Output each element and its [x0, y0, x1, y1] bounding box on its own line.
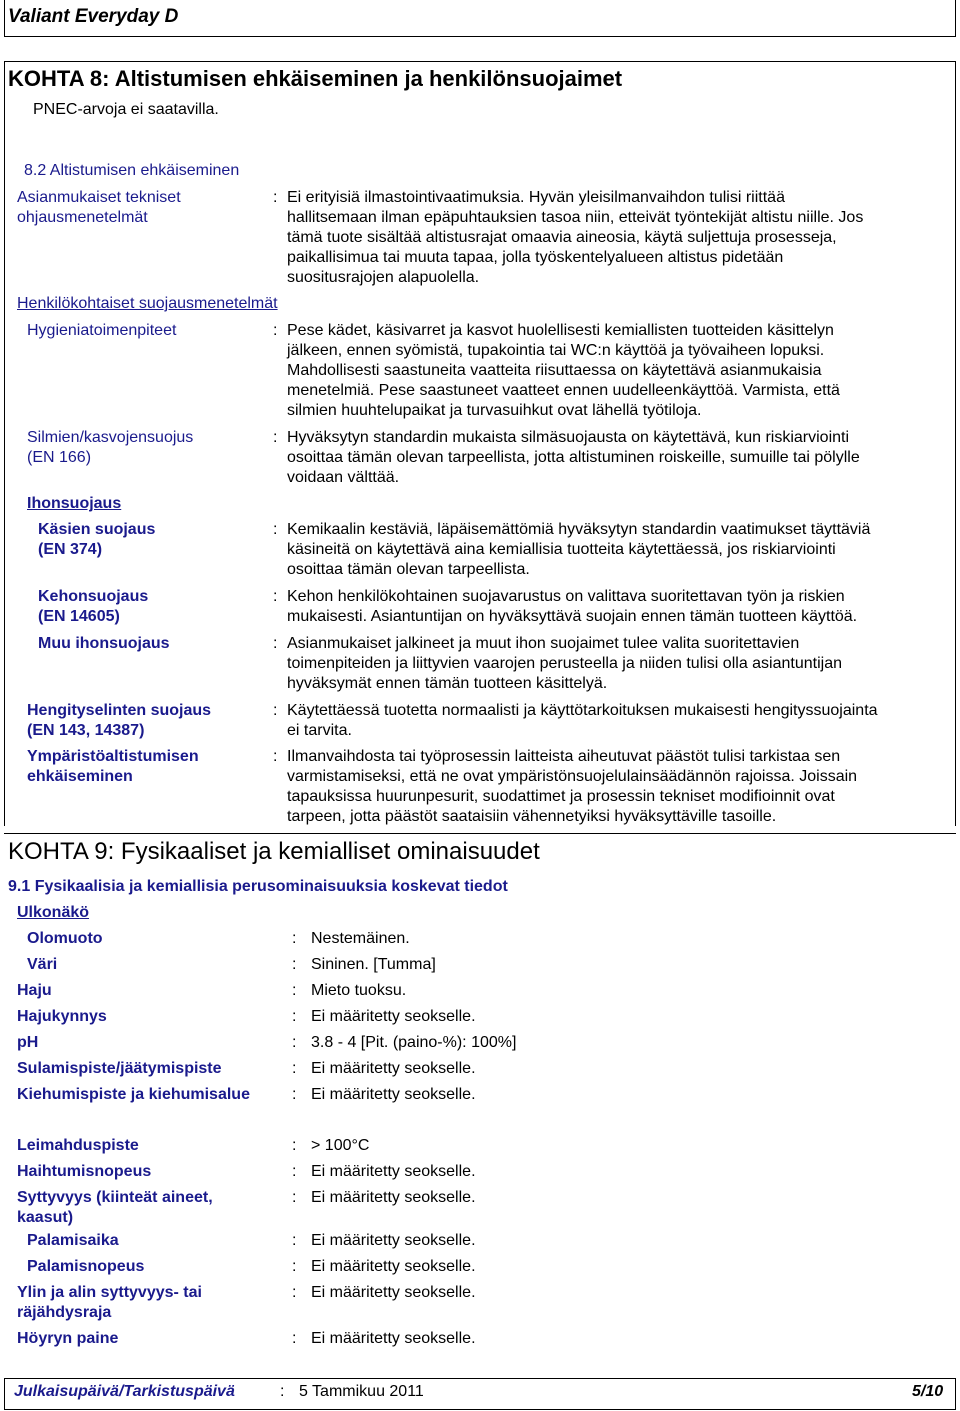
separator: : [292, 1034, 297, 1051]
property-value: 3.8 - 4 [Pit. (paino-%): 100%] [311, 1034, 517, 1051]
property-label: Palamisaika [27, 1232, 119, 1249]
separator: : [273, 588, 278, 605]
section-9-heading: KOHTA 9: Fysikaaliset ja kemialliset ominaisuudet [8, 838, 540, 865]
section-8-2-heading: 8.2 Altistumisen ehkäiseminen [24, 162, 240, 179]
property-label: Haju [17, 982, 52, 999]
property-label: Väri [27, 956, 58, 973]
property-value: Ei määritetty seokselle. [311, 1189, 476, 1206]
property-label: Palamisnopeus [27, 1258, 145, 1275]
hand-protection-value: Kemikaalin kestäviä, läpäisemättömiä hyväksytyn standardin vaatimukset täyttäviä käsineitä on käytettävä aina kemiallisia tuotteita käytettäessä, jos riskiarviointi osoittaa tämän olevan tarpeellista. [287, 521, 871, 578]
separator: : [280, 1383, 285, 1400]
other-skin-protection-value: Asianmukaiset jalkineet ja muut ihon suojaimet tulee valita suoritettavien toimenpiteiden ja liittyvien vaarojen perusteella ja niiden tulisi olla asiantuntijan hyväksymät ennen tämän tuotteen käsittelyä. [287, 635, 842, 692]
property-value: Ei määritetty seokselle. [311, 1086, 476, 1103]
property-value: Mieto tuoksu. [311, 982, 407, 999]
property-label: Hajukynnys [17, 1008, 107, 1025]
separator: : [273, 635, 278, 652]
skin-protection-heading: Ihonsuojaus [27, 495, 122, 512]
separator: : [292, 1330, 297, 1347]
property-label: Ylin ja alin syttyvyys- tai räjähdysraja [17, 1284, 202, 1321]
product-name: Valiant Everyday D [8, 6, 179, 27]
separator: : [292, 982, 297, 999]
separator: : [292, 1060, 297, 1077]
separator: : [292, 1232, 297, 1249]
footer-date-value: 5 Tammikuu 2011 [299, 1383, 424, 1400]
property-value: Ei määritetty seokselle. [311, 1330, 476, 1347]
separator: : [292, 1189, 297, 1206]
section-9-top-rule [4, 833, 956, 834]
hygiene-label: Hygieniatoimenpiteet [27, 322, 177, 339]
section-8-heading: KOHTA 8: Altistumisen ehkäiseminen ja henkilönsuojaimet [8, 66, 623, 91]
pnec-note: PNEC-arvoja ei saatavilla. [33, 101, 219, 118]
footer-date-label: Julkaisupäivä/Tarkistuspäivä [14, 1383, 235, 1400]
separator: : [292, 956, 297, 973]
personal-protection-heading: Henkilökohtaiset suojausmenetelmät [17, 295, 278, 312]
eye-protection-value: Hyväksytyn standardin mukaista silmäsuojausta on käytettävä, kun riskiarviointi osoittaa tämän olevan tarpeellista, jotta altistuminen roiskeille, sumuille tai pölylle voidaan välttää. [287, 429, 860, 486]
hand-protection-label: Käsien suojaus (EN 374) [38, 521, 156, 558]
property-label: Höyryn paine [17, 1330, 119, 1347]
separator: : [273, 521, 278, 538]
separator: : [292, 1284, 297, 1301]
appearance-heading: Ulkonäkö [17, 904, 90, 921]
property-label: pH [17, 1034, 39, 1051]
property-label: Kiehumispiste ja kiehumisalue [17, 1086, 250, 1103]
other-skin-protection-label: Muu ihonsuojaus [38, 635, 170, 652]
body-protection-label: Kehonsuojaus (EN 14605) [38, 588, 149, 625]
property-label: Leimahduspiste [17, 1137, 139, 1154]
engineering-label: Asianmukaiset tekniset ohjausmenetelmät [17, 189, 181, 226]
property-value: Ei määritetty seokselle. [311, 1258, 476, 1275]
separator: : [273, 702, 278, 719]
property-value: Nestemäinen. [311, 930, 410, 947]
property-value: Ei määritetty seokselle. [311, 1284, 476, 1301]
property-value: Ei määritetty seokselle. [311, 1232, 476, 1249]
property-label: Haihtumisnopeus [17, 1163, 152, 1180]
separator: : [273, 189, 278, 206]
separator: : [292, 1258, 297, 1275]
environmental-exposure-value: Ilmanvaihdosta tai työprosessin laitteista aiheutuvat päästöt tulisi tarkistaa sen varmistamiseksi, että ne ovat ympäristönsuojelulainsäädännön rajoissa. Joissain tapauksissa huurunpesurit, suodattimet ja prosessin tekniset modifioinnit ovat tarpeen, jotta päästöt saataisiin vähennetyiksi hyväksyttäville tasoille. [287, 748, 858, 825]
property-value: Ei määritetty seokselle. [311, 1060, 476, 1077]
hygiene-value: Pese kädet, käsivarret ja kasvot huolellisesti kemiallisten tuotteiden käsittelyn jälkeen, ennen syömistä, tupakointia tai WC:n käyttöä ja työvaiheen lopuksi. Mahdollisesti saastuneita vaatteita riisuttaessa on käytettävä asianmukaisia menetelmiä. Pese saastuneet vaatteet ennen uudelleenkäyttöä. Varmista, että silmien huuhtelupaikat ja turvasuihkut ovat lähellä työtiloja. [287, 322, 840, 419]
property-label: Olomuoto [27, 930, 103, 947]
engineering-value: Ei erityisiä ilmastointivaatimuksia. Hyvän yleisilmanvaihdon tulisi riittää hallitsemaan ilman epäpuhtauksien tasoa niin, etteivät työntekijät altistu niille. Jos tämä tuote sisältää altistusrajat omaavia aineosia, käytä suljettuja prosesseja, paikallisimua tai muuta tapaa, jolla työskentelyalueen altistus pidetään suositusrajojen alapuolella. [287, 189, 864, 286]
body-protection-value: Kehon henkilökohtainen suojavarustus on valittava suoritettavan työn ja riskien mukaisesti. Asiantuntijan on hyväksyttävä suojain ennen tämän tuotteen käyttöä. [287, 588, 858, 625]
property-value: Sininen. [Tumma] [311, 956, 436, 973]
section-9-1-heading: 9.1 Fysikaalisia ja kemiallisia perusominaisuuksia koskevat tiedot [8, 878, 508, 895]
separator: : [292, 1086, 297, 1103]
separator: : [273, 748, 278, 765]
environmental-exposure-label: Ympäristöaltistumisen ehkäiseminen [27, 748, 199, 785]
separator: : [273, 429, 278, 446]
property-value: Ei määritetty seokselle. [311, 1163, 476, 1180]
eye-protection-label: Silmien/kasvojensuojus (EN 166) [27, 429, 194, 466]
property-value: Ei määritetty seokselle. [311, 1008, 476, 1025]
section-8-top-rule [4, 61, 956, 62]
separator: : [292, 1008, 297, 1025]
property-value: > 100°C [311, 1137, 370, 1154]
separator: : [292, 1137, 297, 1154]
page-number: 5/10 [912, 1383, 944, 1400]
property-label: Sulamispiste/jäätymispiste [17, 1060, 222, 1077]
respiratory-protection-value: Käytettäessä tuotetta normaalisti ja käyttötarkoituksen mukaisesti hengityssuojainta ei tarvita. [287, 702, 878, 739]
respiratory-protection-label: Hengityselinten suojaus (EN 143, 14387) [27, 702, 212, 739]
property-label: Syttyvyys (kiinteät aineet, kaasut) [17, 1189, 213, 1226]
separator: : [292, 930, 297, 947]
separator: : [292, 1163, 297, 1180]
separator: : [273, 322, 278, 339]
